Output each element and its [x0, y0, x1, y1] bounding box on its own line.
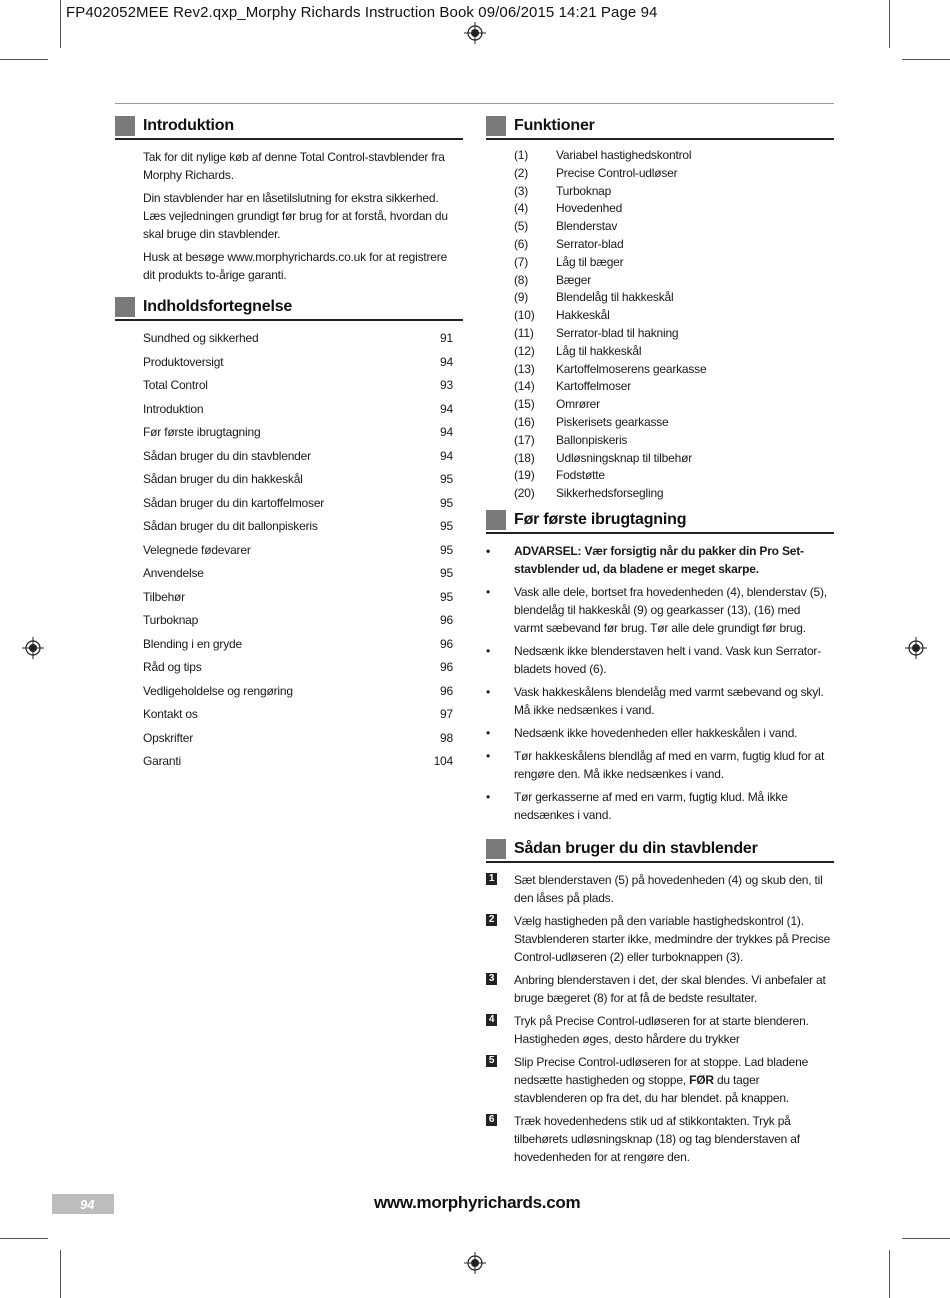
function-label: Serrator-blad — [556, 236, 624, 251]
toc-page: 94 — [440, 354, 453, 369]
page-number: 94 — [80, 1197, 95, 1212]
toc-page: 95 — [440, 589, 453, 604]
bullet-marker: • — [486, 643, 491, 658]
heading-marker — [115, 116, 135, 136]
toc-page: 95 — [440, 519, 453, 533]
function-number: (18) — [514, 450, 535, 465]
functions-title: Funktioner — [514, 117, 595, 134]
toc-label: Sundhed og sikkerhed — [143, 331, 259, 345]
function-item — [486, 219, 834, 237]
toc-label: Velegnede fødevarer — [143, 542, 251, 557]
left-column — [115, 116, 463, 778]
step-text: Slip Precise Control-udløseren for at stoppe. Lad bladene nedsætte hastigheden og stoppe, — [514, 1054, 809, 1087]
right-column — [486, 116, 834, 1171]
function-item — [486, 468, 834, 486]
crop-mark — [902, 1238, 950, 1239]
bullet-marker: • — [486, 748, 491, 763]
toc-item — [115, 566, 463, 590]
function-item — [486, 397, 834, 415]
toc-title: Indholdsfortegnelse — [143, 298, 293, 315]
function-number: (20) — [514, 486, 535, 501]
step-text: Træk hovedenhedens stik ud af stikkontakten. Tryk på tilbehørets udløsningsknap (18) og tag blenderstaven af hovedenheden for at rengøre den. — [514, 1113, 800, 1164]
crop-mark — [60, 0, 61, 48]
step-emphasis: FØR — [689, 1072, 714, 1087]
crop-mark — [889, 0, 890, 48]
toc-item — [115, 660, 463, 684]
step-item — [486, 1112, 832, 1166]
before-use-list — [486, 542, 834, 824]
toc-page: 98 — [440, 730, 453, 745]
function-item — [486, 344, 834, 362]
toc-item — [115, 425, 463, 449]
before-use-heading — [486, 510, 834, 534]
heading-marker — [486, 839, 506, 859]
intro-title: Introduktion — [143, 117, 234, 134]
toc-page: 96 — [440, 683, 453, 698]
toc-label: Før første ibrugtagning — [143, 425, 261, 439]
function-number: (14) — [514, 379, 535, 394]
step-number: 1 — [486, 873, 497, 885]
toc-label: Tilbehør — [143, 589, 185, 604]
warning-text: ADVARSEL: Vær forsigtig når du pakker din Pro Set-stavblender ud, da bladene er meget skarpe. — [514, 543, 804, 576]
toc-page: 93 — [440, 378, 453, 392]
crop-mark — [889, 1250, 890, 1298]
toc-page: 96 — [440, 636, 453, 651]
toc-page: 104 — [433, 754, 453, 768]
function-label: Låg til hakkeskål — [556, 343, 642, 358]
toc-page: 95 — [440, 495, 453, 510]
function-number: (19) — [514, 468, 535, 483]
bullet-text: Vask alle dele, bortset fra hovedenheden (4), blenderstav (5), blendelåg til hakkeskål (9) og gearkasser (13), (16) med varmt sæbevand før brug. Tør alle dele grundigt før brug. — [514, 584, 827, 635]
page-number-tab — [52, 1194, 114, 1214]
function-item — [486, 362, 834, 380]
step-item — [486, 1012, 832, 1048]
toc-label: Turboknap — [143, 613, 199, 627]
toc-label: Total Control — [143, 378, 208, 392]
bullet-text: Nedsænk ikke hovedenheden eller hakkeskålen i vand. — [514, 725, 798, 740]
toc-label: Anvendelse — [143, 566, 204, 580]
step-number: 4 — [486, 1014, 497, 1026]
function-number: (7) — [514, 254, 529, 269]
warning-item — [486, 542, 830, 578]
toc-page: 95 — [440, 566, 453, 580]
function-label: Hovedenhed — [556, 201, 623, 216]
toc-item — [115, 449, 463, 473]
function-label: Turboknap — [556, 183, 612, 198]
function-item — [486, 255, 834, 273]
registration-mark-icon — [22, 637, 44, 659]
functions-list — [486, 148, 834, 504]
registration-mark-icon — [464, 1252, 486, 1274]
function-number: (8) — [514, 272, 529, 287]
function-item — [486, 415, 834, 433]
function-item — [486, 486, 834, 504]
bullet-text: Nedsænk ikke blenderstaven helt i vand. Vask kun Serrator-bladets hoved (6). — [514, 643, 822, 676]
function-label: Ballonpiskeris — [556, 432, 628, 447]
function-label: Variabel hastighedskontrol — [556, 148, 692, 162]
crop-mark — [0, 1238, 48, 1239]
toc-item — [115, 331, 463, 355]
function-number: (10) — [514, 308, 535, 323]
step-number: 5 — [486, 1055, 497, 1067]
function-number: (16) — [514, 414, 535, 429]
function-number: (12) — [514, 343, 535, 358]
step-text: Tryk på Precise Control-udløseren for at starte blenderen. Hastigheden øges, desto hårdere du trykker — [514, 1013, 809, 1046]
registration-mark-icon — [464, 22, 486, 44]
toc-page: 96 — [440, 660, 453, 674]
step-text: Vælg hastigheden på den variable hastighedskontrol (1). Stavblenderen starter ikke, medmindre der trykkes på Precise Control-udløseren (2) eller turboknappen (3). — [514, 913, 831, 964]
step-item — [486, 912, 832, 966]
function-item — [486, 273, 834, 291]
toc-label: Introduktion — [143, 401, 204, 416]
registration-mark-icon — [905, 637, 927, 659]
bullet-item — [486, 683, 830, 719]
function-item — [486, 451, 834, 469]
function-number: (13) — [514, 361, 535, 376]
toc-label: Opskrifter — [143, 730, 194, 745]
toc-item — [115, 613, 463, 637]
intro-body — [115, 148, 463, 284]
function-number: (4) — [514, 201, 529, 216]
step-text: Anbring blenderstaven i det, der skal blendes. Vi anbefaler at bruge bægeret (8) for at få de bedste resultater. — [514, 972, 826, 1005]
heading-marker — [486, 116, 506, 136]
bullet-marker: • — [486, 789, 491, 804]
toc-label: Sådan bruger du din kartoffelmoser — [143, 495, 325, 510]
function-item — [486, 184, 834, 202]
bullet-marker: • — [486, 543, 491, 558]
toc-label: Garanti — [143, 754, 181, 768]
toc-page: 96 — [440, 613, 453, 627]
heading-marker — [115, 297, 135, 317]
bullet-item — [486, 788, 830, 824]
toc-heading — [115, 297, 463, 321]
toc-label: Blending i en gryde — [143, 636, 242, 651]
function-item — [486, 433, 834, 451]
before-use-title: Før første ibrugtagning — [514, 510, 687, 528]
intro-paragraph: Din stavblender har en låsetilslutning for ekstra sikkerhed. Læs vejledningen grundigt før brug for at forstå, hvordan du skal bruge din stavblender. — [143, 191, 448, 241]
function-label: Blendelåg til hakkeskål — [556, 290, 674, 305]
toc-item — [115, 707, 463, 731]
bullet-text: Vask hakkeskålens blendelåg med varmt sæbevand og skyl. Må ikke nedsænkes i vand. — [514, 684, 824, 717]
toc-item — [115, 496, 463, 520]
toc-page: 95 — [440, 542, 453, 557]
crop-mark — [60, 1250, 61, 1298]
step-number: 6 — [486, 1114, 497, 1126]
function-label: Hakkeskål — [556, 308, 610, 323]
step-item — [486, 971, 832, 1007]
function-number: (6) — [514, 236, 529, 251]
intro-paragraph: Tak for dit nylige køb af denne Total Control-stavblender fra Morphy Richards. — [143, 150, 445, 182]
step-number: 2 — [486, 914, 497, 926]
function-label: Bæger — [556, 272, 592, 287]
step-item — [486, 871, 832, 907]
bullet-text: Tør gerkasserne af med en varm, fugtig klud. Må ikke nedsænkes i vand. — [514, 789, 788, 822]
function-label: Omrører — [556, 397, 600, 412]
bullet-item — [486, 747, 830, 783]
bullet-marker: • — [486, 584, 491, 599]
function-label: Serrator-blad til hakning — [556, 325, 679, 340]
toc-item — [115, 378, 463, 402]
bullet-text: Tør hakkeskålens blendlåg af med en varm, fugtig klud for at rengøre den. Må ikke nedsænkes i vand. — [514, 748, 825, 781]
function-number: (3) — [514, 183, 529, 198]
toc-page: 97 — [440, 707, 453, 721]
toc-item — [115, 637, 463, 661]
function-label: Piskerisets gearkasse — [556, 414, 669, 429]
function-item — [486, 148, 834, 166]
bullet-item — [486, 642, 830, 678]
function-number: (5) — [514, 219, 529, 234]
function-number: (11) — [514, 325, 534, 340]
toc-label: Sådan bruger du din hakkeskål — [143, 472, 303, 486]
function-item — [486, 166, 834, 184]
how-to-steps — [486, 871, 834, 1166]
toc-page: 94 — [440, 401, 453, 416]
crop-mark — [902, 59, 950, 60]
function-number: (1) — [514, 148, 529, 162]
heading-marker — [486, 510, 506, 530]
bullet-marker: • — [486, 684, 491, 699]
toc-label: Vedligeholdelse og rengøring — [143, 683, 293, 698]
toc-page: 95 — [440, 472, 453, 486]
function-label: Blenderstav — [556, 219, 618, 234]
step-number: 3 — [486, 973, 497, 985]
bullet-marker: • — [486, 725, 491, 740]
function-label: Udløsningsknap til tilbehør — [556, 450, 692, 465]
function-number: (2) — [514, 165, 529, 180]
function-label: Låg til bæger — [556, 254, 624, 269]
print-slug: FP402052MEE Rev2.qxp_Morphy Richards Instruction Book 09/06/2015 14:21 Page 94 — [66, 4, 658, 21]
toc-page: 91 — [440, 331, 453, 345]
toc-list — [115, 329, 463, 778]
toc-label: Produktoversigt — [143, 354, 224, 369]
footer-website: www.morphyrichards.com — [374, 1193, 581, 1212]
intro-heading — [115, 116, 463, 140]
top-rule — [115, 103, 834, 104]
toc-item — [115, 402, 463, 426]
toc-item — [115, 590, 463, 614]
bullet-item — [486, 583, 830, 637]
how-to-title: Sådan bruger du din stavblender — [514, 839, 758, 857]
toc-page: 94 — [440, 448, 453, 463]
function-number: (15) — [514, 397, 535, 412]
function-item — [486, 290, 834, 308]
bullet-item — [486, 724, 830, 742]
function-number: (17) — [514, 432, 535, 447]
intro-paragraph: Husk at besøge www.morphyrichards.co.uk for at registrere dit produkts to-årige garanti. — [143, 250, 448, 282]
step-text: du tager stavblenderen op fra det, du har blendet. på knappen. — [514, 1072, 789, 1105]
function-number: (9) — [514, 290, 529, 305]
toc-item — [115, 731, 463, 755]
function-item — [486, 308, 834, 326]
function-label: Sikkerhedsforsegling — [556, 486, 664, 501]
toc-item — [115, 355, 463, 379]
toc-item — [115, 754, 463, 778]
step-text: Sæt blenderstaven (5) på hovedenheden (4) og skub den, til den låses på plads. — [514, 872, 823, 905]
function-item — [486, 237, 834, 255]
function-label: Kartoffelmoser — [556, 379, 632, 394]
toc-label: Kontakt os — [143, 707, 198, 721]
function-item — [486, 326, 834, 344]
function-label: Precise Control-udløser — [556, 165, 678, 180]
toc-label: Sådan bruger du din stavblender — [143, 448, 311, 463]
toc-label: Sådan bruger du dit ballonpiskeris — [143, 519, 318, 533]
toc-item — [115, 519, 463, 543]
function-label: Kartoffelmoserens gearkasse — [556, 361, 707, 376]
crop-mark — [0, 59, 48, 60]
toc-label: Råd og tips — [143, 660, 202, 674]
toc-page: 94 — [440, 425, 453, 439]
toc-item — [115, 684, 463, 708]
function-item — [486, 201, 834, 219]
how-to-heading — [486, 839, 834, 863]
function-label: Fodstøtte — [556, 468, 605, 483]
function-item — [486, 379, 834, 397]
toc-item — [115, 543, 463, 567]
step-item — [486, 1053, 832, 1107]
toc-item — [115, 472, 463, 496]
functions-heading — [486, 116, 834, 140]
